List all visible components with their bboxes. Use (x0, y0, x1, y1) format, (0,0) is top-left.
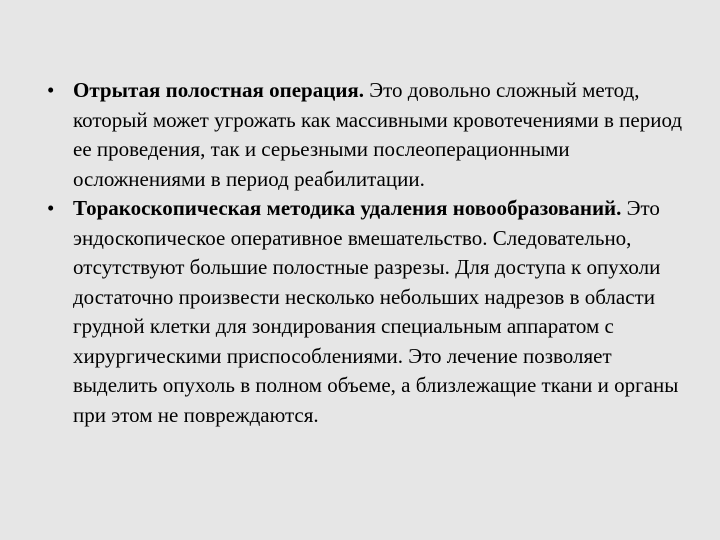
bullet-body: Это довольно сложный метод, который может угрожать как массивными кровотечениями в период ее проведения, так и серьезными послеоперационными осложнениями в период реабилитации. (73, 78, 683, 191)
bullet-icon: • (47, 78, 55, 102)
bullet-lead: Торакоскопическая методика удаления новообразований. (73, 196, 622, 220)
bullet-item-open-surgery (47, 76, 697, 194)
bullet-body: Это эндоскопическое оперативное вмешательство. Следовательно, отсутствуют большие полостные разрезы. Для доступа к опухоли достаточно произвести несколько небольших надрезов в области грудной клетки для зондирования специальным аппаратом с хирургическими приспособлениями. Это лечение позволяет выделить опухоль в полном объеме, а близлежащие ткани и органы при этом не повреждаются. (73, 196, 679, 427)
bullet-text (73, 196, 678, 427)
bullet-icon: • (47, 196, 55, 220)
bullet-lead: Отрытая полостная операция. (73, 78, 365, 102)
bullet-text (73, 78, 682, 191)
bullet-list (47, 76, 697, 430)
bullet-item-thoracoscopic (47, 194, 697, 430)
